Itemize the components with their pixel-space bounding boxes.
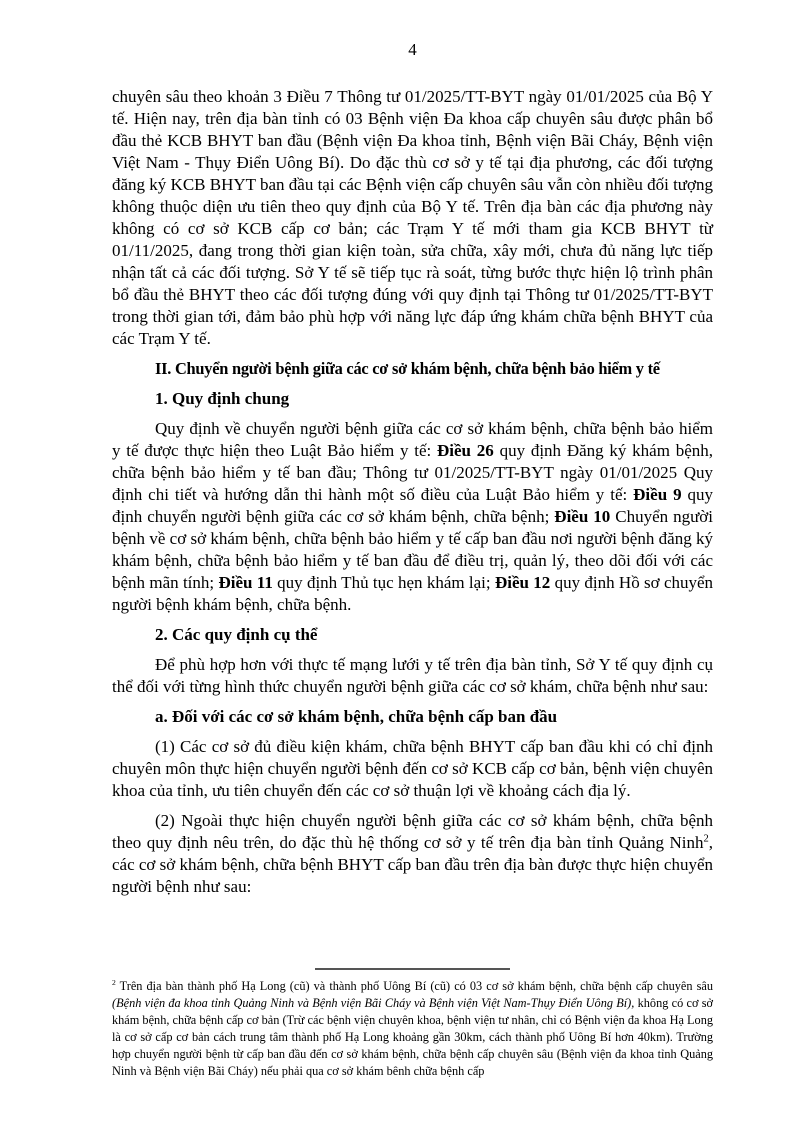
document-body [112, 86, 713, 898]
text-run: không có cơ sở khám bệnh, chữa bệnh cấp cơ bản (Trừ các bệnh viện chuyên khoa, bệnh viện tư nhân, chỉ có Bệnh viện đa khoa Hạ Long là cơ sở cấp cơ bản cách trung tâm thành phố Hạ Long khoảng gần 30km, cách thành phố Uông Bí hơn 40km). Trường hợp chuyển người bệnh từ cấp ban đầu đến cơ sở khám bệnh, chữa bệnh cấp chuyên sâu (Bệnh viện đa khoa tỉnh Quảng Ninh và Bệnh viện Bãi Cháy) nếu phải qua cơ sở khám bênh chữa bệnh cấp [112, 996, 713, 1078]
text-run: quy định Thủ tục hẹn khám lại; [272, 573, 495, 592]
text-run: Chuyển người bệnh về cơ sở khám bệnh, chữa bệnh bảo hiểm y tế cấp ban đầu nơi người bệnh đăng ký khám bệnh, chữa bệnh bảo hiểm y tế ban đầu để điều trị, quản lý, theo dõi đối với các bệnh mãn tính; [112, 507, 714, 592]
text-run: quy định Hồ sơ chuyển người bệnh khám bệnh, chữa bệnh. [112, 573, 714, 614]
text-run: Trên địa bàn thành phố Hạ Long (cũ) và thành phố Uông Bí (cũ) có 03 cơ sở khám bệnh, chữa bệnh cấp chuyên sâu [115, 979, 713, 993]
paragraph-general-regulations [112, 418, 713, 616]
footnote-2 [112, 978, 713, 1080]
text-run: (2) Ngoài thực hiện chuyển người bệnh giữa các cơ sở khám bệnh, chữa bệnh theo quy định nêu trên, do đặc thù hệ thống cơ sở y tế trên địa bàn tỉnh Quảng Ninh [112, 811, 713, 852]
paragraph-specific-intro: Để phù hợp hơn với thực tế mạng lưới y tế trên địa bàn tỉnh, Sở Y tế quy định cụ thể đối với từng hình thức chuyển người bệnh giữa các cơ sở khám, chữa bệnh như sau: [112, 655, 713, 696]
paragraph-continuation: chuyên sâu theo khoản 3 Điều 7 Thông tư 01/2025/TT-BYT ngày 01/01/2025 của Bộ Y tế. Hiện nay, trên địa bàn tỉnh có 03 Bệnh viện Đa khoa cấp chuyên sâu được phân bổ đầu thẻ KCB BHYT ban đầu (Bệnh viện Đa khoa tỉnh, Bệnh viện Bãi Cháy, Bệnh viện Việt Nam - Thụy Điển Uông Bí). Do đặc thù cơ sở y tế tại địa phương, các đối tượng đăng ký KCB BHYT ban đầu tại các Bệnh viện cấp chuyên sâu vẫn còn nhiều đối tượng không thuộc diện ưu tiên theo quy định của Bộ Y tế. Trên địa bàn các địa phương này không có cơ sở KCB cấp cơ bản; các Trạm Y tế mới tham gia KCB BHYT từ 01/11/2025, đang trong thời gian kiện toàn, sửa chữa, xây mới, chưa đủ năng lực tiếp nhận tất cả các đối tượng. Sở Y tế sẽ tiếp tục rà soát, từng bước thực hiện lộ trình phân bổ đầu thẻ BHYT theo các đối tượng đúng với quy định tại Thông tư 01/2025/TT-BYT trong thời gian tới, đảm bảo phù hợp với năng lực đáp ứng khám chữa bệnh BHYT của các Trạm Y tế. [112, 87, 713, 348]
dieu-9-term: Điều 9 [633, 485, 682, 504]
footnote-area [112, 964, 713, 1080]
text-run: , các cơ sở khám bệnh, chữa bệnh BHYT cấp ban đầu trên địa bàn được thực hiện chuyển người bệnh như sau: [112, 833, 713, 896]
subsection-1-heading: 1. Quy định chung [155, 389, 290, 408]
subsection-2-heading: 2. Các quy định cụ thể [155, 625, 318, 644]
text-run: Quy định về chuyển người bệnh giữa các cơ sở khám bệnh, chữa bệnh bảo hiểm y tế được thực hiện theo Luật Bảo hiểm y tế: [112, 419, 713, 460]
paragraph-item-1: (1) Các cơ sở đủ điều kiện khám, chữa bệnh BHYT cấp ban đầu khi có chỉ định chuyên môn thực hiện chuyển người bệnh đến cơ sở KCB cấp cơ bản, bệnh viện chuyên khoa của tỉnh, ưu tiên chuyển đến các cơ sở thuận lợi về khoảng cách địa lý. [112, 737, 713, 800]
dieu-11-term: Điều 11 [218, 573, 273, 592]
text-run: quy định Đăng ký khám bệnh, chữa bệnh bảo hiểm y tế ban đầu; Thông tư 01/2025/TT-BYT ngày 01/01/2025 Quy định chi tiết và hướng dẫn thi hành một số điều của Luật Bảo hiểm y tế: [112, 441, 714, 504]
dieu-26-term: Điều 26 [437, 441, 494, 460]
section-ii-heading: II. Chuyển người bệnh giữa các cơ sở khám bệnh, chữa bệnh bảo hiểm y tế [155, 359, 660, 378]
footnote-separator [315, 968, 510, 970]
paragraph-item-2 [112, 810, 713, 898]
item-a-heading: a. Đối với các cơ sở khám bệnh, chữa bệnh cấp ban đầu [155, 707, 558, 726]
footnote-reference-2: 2 [703, 833, 709, 845]
footnote-marker-2: 2 [112, 977, 116, 987]
dieu-10-term: Điều 10 [554, 507, 611, 526]
hospital-names-italic: (Bệnh viện đa khoa tỉnh Quảng Ninh và Bệnh viện Bãi Cháy và Bệnh viện Việt Nam-Thụy Điển Uông Bí), [112, 996, 635, 1010]
page-number: 4 [408, 40, 417, 59]
dieu-12-term: Điều 12 [494, 573, 551, 592]
text-run: quy định chuyển người bệnh giữa các cơ sở khám bệnh, chữa bệnh; [112, 485, 714, 526]
